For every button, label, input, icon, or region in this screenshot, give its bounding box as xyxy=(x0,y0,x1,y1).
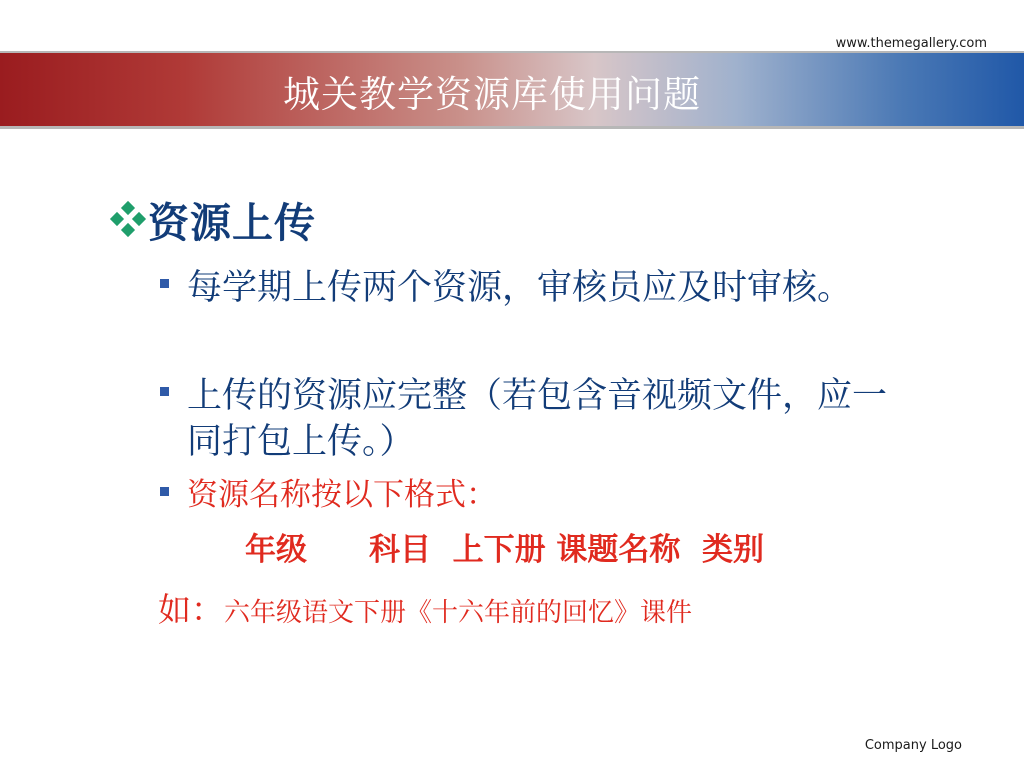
bullet-item xyxy=(160,265,917,311)
level1-heading xyxy=(108,190,316,249)
example-text: 六年级语文下册《十六年前的回忆》课件 xyxy=(224,598,693,628)
four-diamond-bullet-icon xyxy=(108,200,148,240)
example-label: 如： xyxy=(158,590,224,629)
slide-title: 城关教学资源库使用问题 xyxy=(283,73,701,116)
website-url: www.themegallery.com xyxy=(835,36,987,51)
bullet-item xyxy=(160,373,917,465)
square-bullet-icon xyxy=(160,387,169,396)
name-format-line: 年级 科目 上下册 课题名称 类别 xyxy=(245,532,764,568)
bullet-text: 上传的资源应完整（若包含音视频文件，应一同打包上传。） xyxy=(187,376,888,462)
title-bar xyxy=(0,51,1024,129)
square-bullet-icon xyxy=(160,487,169,496)
example-line xyxy=(158,584,692,631)
level1-heading-text: 资源上传 xyxy=(148,199,316,247)
square-bullet-icon xyxy=(160,279,169,288)
bullet-text: 资源名称按以下格式： xyxy=(187,477,497,513)
company-logo: Company Logo xyxy=(864,738,962,753)
bullet-text: 每学期上传两个资源，审核员应及时审核。 xyxy=(187,268,853,308)
bullet-item xyxy=(160,474,917,516)
